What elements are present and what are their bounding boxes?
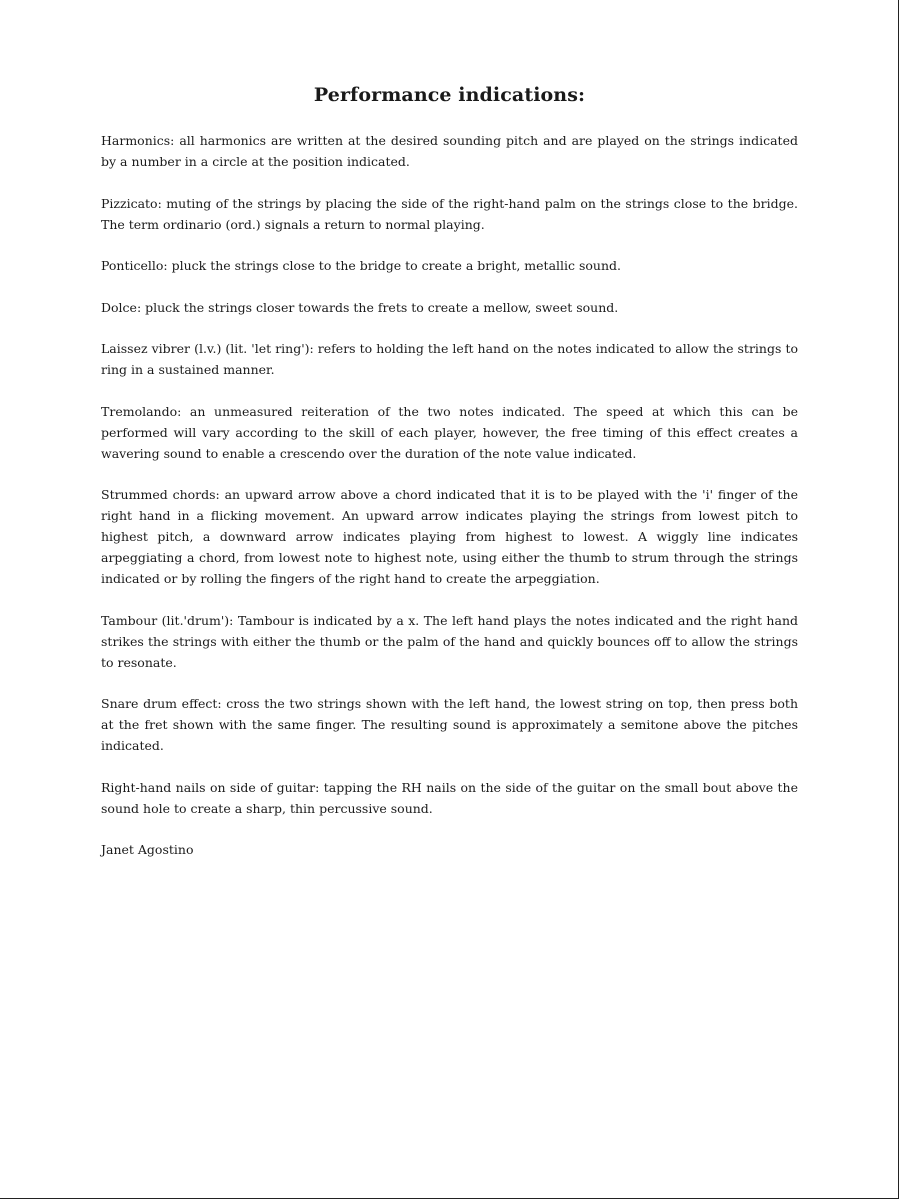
paragraph-ponticello: Ponticello: pluck the strings close to the bridge to create a bright, metallic sound.	[101, 258, 622, 273]
paragraph-right-hand-nails: Right-hand nails on side of guitar: tapping the RH nails on the side of the guitar on the small bout above the sound hole to create a sharp, thin percussive sound.	[101, 779, 798, 816]
paragraph-pizzicato: Pizzicato: muting of the strings by placing the side of the right-hand palm on the strings close to the bridge. The term ordinario (ord.) signals a return to normal playing.	[101, 195, 798, 232]
author-signature: Janet Agostino	[101, 842, 194, 857]
paragraph-dolce: Dolce: pluck the strings closer towards the frets to create a mellow, sweet sound.	[101, 299, 619, 315]
paragraph-strummed-chords: Strummed chords: an upward arrow above a chord indicated that it is to be played with the 'i' finger of the right hand in a flicking movement. An upward arrow indicates playing the strings from lowest pitch to highest pitch, a downward arrow indicates playing from highest to lowest. A wiggly line indicates arpeggiating a chord, from lowest note to highest note, using either the thumb to strum through the strings indicated or by rolling the fingers of the right hand to create the arpeggiation.	[101, 487, 798, 586]
paragraph-laissez-vibrer: Laissez vibrer (l.v.) (lit. 'let ring'): refers to holding the left hand on the notes indicated to allow the strings to ring in a sustained manner.	[101, 341, 798, 377]
page-title: Performance indications:	[313, 84, 586, 106]
paragraph-harmonics: Harmonics: all harmonics are written at the desired sounding pitch and are played on the strings indicated by a number in a circle at the position indicated.	[101, 133, 798, 169]
document-body	[101, 84, 798, 860]
paragraph-tremolando: Tremolando: an unmeasured reiteration of the two notes indicated. The speed at which this can be performed will vary according to the skill of each player, however, the free timing of this effect creates a wavering sound to enable a crescendo over the duration of the note value indicated.	[101, 403, 798, 461]
paragraph-tambour: Tambour (lit.'drum'): Tambour is indicated by a x. The left hand plays the notes indicated and the right hand strikes the strings with either the thumb or the palm of the hand and quickly bounces off to allow the strings to resonate.	[101, 612, 798, 670]
paragraph-snare-drum-effect: Snare drum effect: cross the two strings shown with the left hand, the lowest string on top, then press both at the fret shown with the same finger. The resulting sound is approximately a semitone above the pitches indicated.	[101, 696, 798, 753]
